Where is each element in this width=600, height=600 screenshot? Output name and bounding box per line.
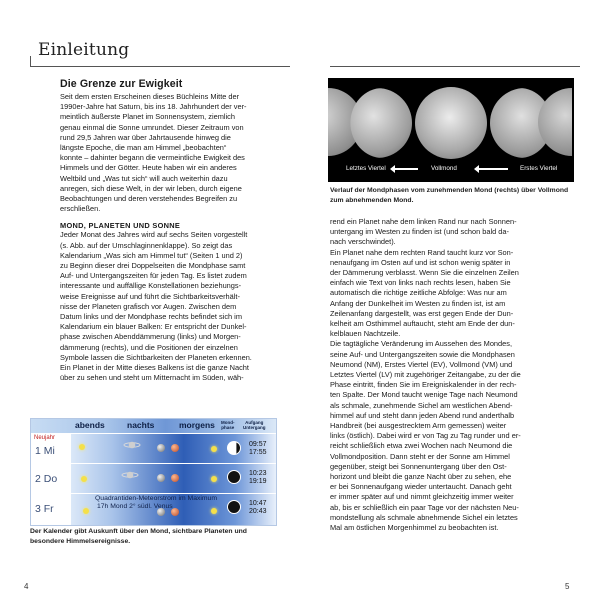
header-abends: abends [75, 420, 105, 430]
right-body-paragraph: rend ein Planet nahe dem linken Rand nur nach Sonnen- untergang im Westen zu finden ist (und schon bald da- nach verschwindet). Ein Planet nahe dem rechten Rand taucht kurz vor Son- nenaufgang im Osten auf und ist schon wenig später in der Dämmerung verblasst. Wenn Sie die einzelnen Zeilen einfach wie Text von links nach rechts lesen, haben Sie automatisch die richtige zeitliche Abfolge: Was nur am Anfang der Dunkelheit im Westen zu finden ist, ist am Zeilenanfang dargestellt, was erst gegen Ende der Dun- kelheit am Osthimmel auftaucht, steht am Ende der dun- kelblauen Nachtzeile. Die tagtägliche Veränderung im Aussehen des Mondes, seine Auf- und Untergangszeiten sowie die Mondphasen Neumond (NM), Erstes Viertel (EV), Vollmond (VM) und Letztes Viertel (LV) mit zugehöriger Zeitangabe, zu der die Phase eintritt, finden Sie im Ereigniskalender in der rech- ten Spalte. Der Mond taucht wenige Tage nach Neumond als schmale, zunehmende Sichel am westlichen Abend- himmel auf und steht dann jeden Abend rund anderthalb Handbreit (bei ausgestrecktem Arm gemessen) weiter links (östlich). Dabei wird er von Tag zu Tag runder und er- reicht schließlich etwa zwei Wochen nach Neumond die Vollmondposition. Dann steht er der Sonne am Himmel gegenüber, steigt bei Sonnenuntergang über den Ost- horizont und bleibt die ganze Nacht über zu sehen, ehe er bei Sonnenaufgang wieder untertaucht. Danach geht er immer später auf und nimmt gleichzeitig immer weiter ab, bis er schließlich ein paar Tage vor der nächsten Neu- mondstellung als schmale abnehmende Sichel ein letztes Mal am östlichen Morgenhimmel zu beobachten ist. [330, 217, 521, 533]
label-letztes-viertel: Letztes Viertel [346, 165, 386, 172]
calendar-row [31, 463, 276, 493]
calendar-sample [30, 418, 277, 526]
arrow-left-icon [394, 168, 418, 170]
venus-icon [83, 508, 89, 514]
moon-times: 09:57 17:55 [249, 441, 267, 456]
calendar-row [31, 433, 276, 463]
day-label: 2 Do [35, 473, 58, 485]
event-line-2: 17h Mond 2° südl. Venus [97, 503, 173, 510]
moon-phase-icon [227, 500, 241, 514]
header-morgens: morgens [179, 420, 215, 430]
chapter-title: Einleitung [38, 40, 130, 60]
mercury-icon [211, 476, 217, 482]
arrow-left-icon [478, 168, 508, 170]
page-number-right: 5 [565, 582, 570, 591]
right-text-column [330, 217, 580, 533]
section-heading: Die Grenze zur Ewigkeit [60, 78, 183, 90]
day-label: 1 Mi [35, 445, 55, 457]
calendar-header [31, 419, 276, 433]
page-rule-right [330, 66, 580, 67]
day-label: 3 Fr [35, 503, 54, 515]
mars-icon [171, 474, 179, 482]
page-number-left: 4 [24, 582, 29, 591]
mercury-icon [211, 446, 217, 452]
moon-phase-icon [227, 470, 241, 484]
header-mondphase: Mond- phase [221, 420, 235, 430]
jupiter-icon [157, 444, 165, 452]
event-line-1: Quadrantiden-Meteorstrom im Maximum [95, 495, 218, 502]
intro-paragraph: Seit dem ersten Erscheinen dieses Büchleins Mitte der 1990er-Jahre hat Saturn, bis ins 18. Jahrhundert der ver- meintlich äußerste Planet im Sonnensystem, ziemlich genau einmal die Sonne umrundet. Dieser Zeitraum von rund 29,5 Jahren war über Jahrtausende hinweg die längste Epoche, die man am Himmel „beobachten“ konnte – dahinter begann die vermeintliche Ewigkeit des Himmels und der Götter. Heute haben wir ein anderes Weltbild und „Was tut sich“ will auch weiterhin dazu anregen, sich diese Welt, in der wir leben, durch eigene Beobachtungen und deren verstehendes Begreifen zu erschließen. [60, 92, 247, 214]
mars-icon [171, 444, 179, 452]
moon-full [415, 87, 487, 159]
chapter-rule [30, 66, 290, 67]
venus-icon [79, 444, 85, 450]
header-aufgang-untergang: Aufgang Untergang [243, 420, 266, 430]
left-text-column [60, 78, 272, 383]
saturn-icon [121, 470, 139, 480]
label-vollmond: Vollmond [431, 165, 457, 172]
jupiter-icon [157, 474, 165, 482]
header-nachts: nachts [127, 420, 155, 430]
label-erstes-viertel: Erstes Viertel [520, 165, 558, 172]
moon-times: 10:47 20:43 [249, 500, 267, 515]
moon-phase-icon [227, 441, 241, 455]
venus-icon [81, 476, 87, 482]
calendar-caption: Der Kalender gibt Auskunft über den Mond, sichtbare Planeten und besondere Himmelsereignisse. [30, 528, 247, 545]
neujahr-label: Neujahr [34, 435, 56, 441]
subheading-mond-planeten-sonne: MOND, PLANETEN UND SONNE [60, 221, 181, 231]
moon-times: 10:23 19:19 [249, 470, 267, 485]
saturn-icon [123, 440, 141, 450]
calendar-event-text [95, 495, 217, 511]
moon-photo-caption: Verlauf der Mondphasen vom zunehmenden Mond (rechts) über Vollmond zum abnehmenden Mond. [330, 187, 569, 204]
mond-paragraph: Jeder Monat des Jahres wird auf sechs Seiten vorgestellt (s. Abb. auf der Umschlaginnenklappe). So zeigt das Kalendarium „Was sich am Himmel tut“ (Seiten 1 und 2) zu Beginn dieser drei Doppelseiten die Mondphase samt Auf- und Untergangszeiten für jeden Tag. Es listet zudem interessante und auffällige Konstellationen beziehungs- weise Ereignisse auf und führt die Sichtbarkeitsverhält- nisse der Planeten grafisch vor Augen. Zwischen dem Datum links und der Mondphase rechts befindet sich im Kalendarium ein blauer Balken: Er entspricht der Dunkel- phase zwischen Abenddämmerung (links) und Morgen- dämmerung (rechts), und die Positionen der einzelnen Symbole lassen die Sichtbarkeiten der Planeten erkennen. Ein Planet in der Mitte dieses Balkens ist die ganze Nacht über zu sehen und steht um Mitternacht im Süden, wäh- [60, 230, 252, 383]
moon-phases-photo [328, 78, 574, 182]
